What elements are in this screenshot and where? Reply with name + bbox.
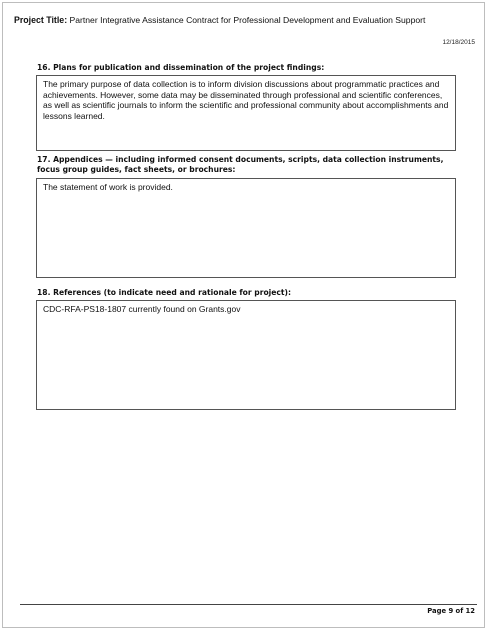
project-title-header [14,15,479,25]
document-date: 12/18/2015 [442,39,475,46]
page-current: 9 [448,607,454,615]
section-18-body: CDC-RFA-PS18-1807 currently found on Grants.gov [43,304,241,314]
section-16-heading: 16. Plans for publication and dissemination of the project findings: [37,63,325,72]
section-17-heading: 17. Appendices — including informed consent documents, scripts, data collection instruments, focus group guides, fact sheets, or brochures: [37,155,444,174]
page-prefix: Page [427,607,449,615]
page-number [427,607,475,615]
project-title-text: Partner Integrative Assistance Contract for Professional Development and Evaluation Support [69,15,426,25]
section-17-body: The statement of work is provided. [43,182,173,192]
section-18-heading: 18. References (to indicate need and rationale for project): [37,288,292,297]
section-16-box [36,75,456,151]
page-total: 12 [465,607,475,615]
project-title-label: Project Title: [14,15,68,25]
footer-divider [20,604,477,605]
section-18-box [36,300,456,410]
section-16-body: The primary purpose of data collection is to inform division discussions about programmatic practices and achievements. However, some data may be disseminated through professional and scientific conferences, as well as scientific journals to inform the scientific and professional community about accomplishments and lessons learned. [43,79,449,121]
section-17-box [36,178,456,278]
page-separator: of [453,607,466,615]
